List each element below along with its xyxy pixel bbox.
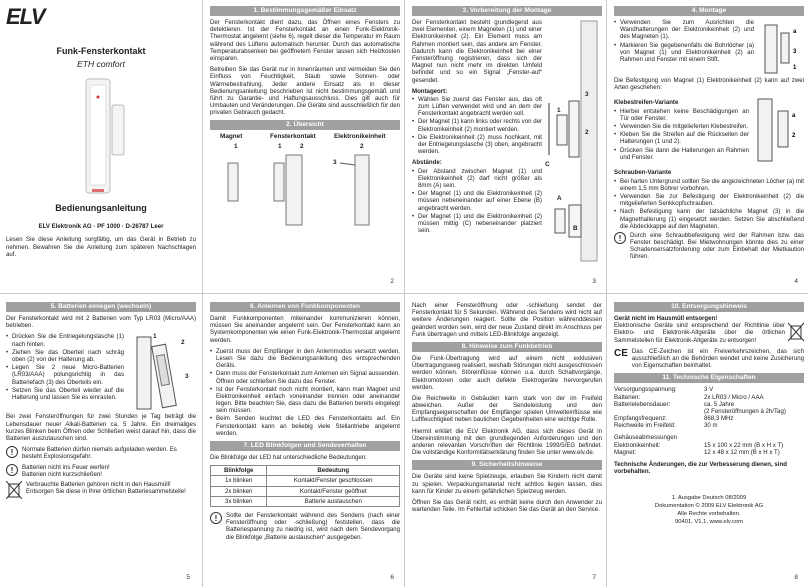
page-2: 1. Bestimmungsgemäßer Einsatz Der Fensterkontakt dient dazu, das Öffnen eines Fensters zu detektieren. Ist der Fensterkontakt an einen Funk-Elektronik-Thermostat angelernt (siehe 6), regelt dieser die Temperatur im Raum während des Lüftens automatisch herunter. Durch das automatische Temperaturabsenken bei geöffnetem Fenster lassen sich Heizkosten einsparen. Betreiben Sie das Gerät nur in Innenräumen und vermeiden Sie den Einfluss von Feuchtigkeit, Staub sowie Sonnen- oder Wärmebestrahlung. Jeder andere Einsatz als in dieser Bedienungsanleitung beschrieben ist nicht bestimmungsgemäß und führt zu Garantie- und Haftungsausschluss. Dies gilt auch für Umbauten und Veränderungen. Die Geräte sind ausschließlich für den privaten Gebrauch gedacht. 2. Übersicht Magnet Fensterkontakt Elektronikeinheit 1 1 2 2 3 2 xyxy=(210,7,400,286)
elv-logo: ELV xyxy=(6,6,45,29)
overview-figure: Magnet Fensterkontakt Elektronikeinheit 1 1 2 2 3 xyxy=(210,133,400,233)
page-3: 3. Vorbereitung der Montage Der Fensterkontakt besteht grundlegend aus zwei Elementen, einem Magneten (1) und einer Elektronikeinheit (2). Ein Element muss am Rahmen montiert sein, das andere am Fenster. Dadurch kann die Elektronikeinheit bei einer Fensteröffnung registrieren, dass sich der Magnet nun nicht mehr im direkten Umfeld befindet und so ein Signal „Fenster-auf“ gesendet. Montageort: • Wählen Sie zuerst das Fenster aus, das oft zum Lüften verwendet wird und an dem der Fensterkontakt angebracht werden soll. • Der Magnet (1) kann links oder rechts von der Elektronikeinheit (2) montiert werden. • Die Elektronikeinheit (2) muss hochkant, mit der Entriegelungslasche (3) oben, angebracht werden. Abstände: • Der Abstand zwischen Magnet (1) und Elektronikeinheit (2) darf nicht größer als 8mm (A) sein. • Der Magnet (1) und die Elektronikeinheit (2) müssen nebeneinander auf einer Ebene (B) angebracht werden. • Der Magnet (1) und die Elektronikeinheit (2) müssen mittig (C) nebeneinander platziert sein. 3 1 2 C A B 3 xyxy=(412,6,602,286)
section-heading: 4. Montage xyxy=(614,6,804,16)
product-title: Funk-Fensterkontakt xyxy=(56,46,146,56)
battery-figure: 1 2 3 xyxy=(127,333,195,413)
manual-title: Bedienungsanleitung xyxy=(55,202,147,213)
spec-list: Versorgungsspannung: 3 V Batterien: 2x LR03 / Micro / AAA Batterielebensdauer: ca. 5 Jahre (2 Fensteröffnungen à 2h/Tag) Empfangsfrequenz: 868,3 MHz Reichweite im Freifeld: 30 m xyxy=(614,386,786,430)
section-heading: 1. Bestimmungsgemäßer Einsatz xyxy=(210,6,400,16)
fold-line xyxy=(0,293,808,294)
table-row: 3x blinken Batterie austauschen xyxy=(211,496,400,506)
warning-icon: ! xyxy=(614,232,626,244)
page-8: 10. Entsorgungshinweis Gerät nicht im Hausmüll entsorgen! Elektronische Geräte sind entsprechend der Richtlinie über Elektro- und Elektronik-Altgeräte über die örtlichen Sammelstellen für Elektronik-Altgeräte zu entsorgen! CE Das CE-Zeichen ist ein Freiverkehrszeichen, das sich ausschließlich an die Behörden wendet und keine Zusicherung von Eigenschaften beinhaltet. 11. Technische Eigenschaften Versorgungsspannung: 3 V Batterien: 2x LR03 / Micro / AAA Batterielebensdauer: ca. 5 Jahre (2 Fensteröffnungen à 2h/Tag) Empfangsfrequenz: 868,3 MHz Reichweite im Freifeld: 30 m Gehäuseabmessungen Elektronikeinheit: 15 x 100 x 22 mm (B x H x T) Magnet: 12 x 48 x 12 mm (B x H x T) Technische Änderungen, die zur Verbesserung dienen, sind vorbehalten. 1. Ausgabe Deutsch 08/2009 Dokumentation © 2009 ELV Elektronik AG Alle Rechte vorbehalten. 90401, V1.1, www.elv.com 8 xyxy=(614,303,804,582)
page-6: 6. Anlernen von Funkkomponenten Damit Funkkomponenten miteinander kommunizieren können, müssen Sie aneinander angelernt sein. Der Fensterkontakt kann an Systemkomponenten wie einen Funk-Elektronik-Thermostat angelernt werden. • Zuerst muss der Empfänger in den Anlernmodus versetzt werden. Lesen Sie dazu die Bedienungsanleitung des entsprechenden Geräts. • Dann muss der Fensterkontakt zum Anlernen ein Signal aussenden. Öffnen oder schließen Sie dazu das Fenster. • Ist der Fensterkontakt noch nicht montiert, kann man Magnet und Elektronikeinheit einfach voneinander trennen oder aneinander legen. Bitte beachten Sie, dass dazu die Batterien bereits eingelegt sein müssen. • Beim Senden leuchtet die LED des Fensterkontakts auf. Ein Fensterkontakt kann an beliebig viele Stellantriebe angelernt werden. 7. LED Blinkfolgen und Sendeverhalten Die Blinkfolge der LED hat unterschiedliche Bedeutungen: Blinkfolge Bedeutung 1x blinken Kontakt/Fenster geschlossen 2x blinken Kontakt/Fenster geöffnet 3x blinken Batterie austauschen ! Sollte der Fensterkontakt während des Sendens (nach einer Fensteröffnung oder -schließung) feststellen, dass die Batteriespannung zu niedrig ist, wird nach dem Sendevorgang die Blinkfolge „Batterie austauschen“ ausgegeben. 6 xyxy=(210,302,400,582)
section-heading: 8. Hinweise zum Funkbetrieb xyxy=(412,342,602,352)
section-heading: 5. Batterien einlegen (wechseln) xyxy=(6,302,196,312)
page-7: Nach einer Fensteröffnung oder -schließung sendet der Fensterkontakt für 5 Sekunden. Während des Sendens wird nicht auf weitere Änderungen reagiert. Sollte die Position währenddessen geändert worden sein, wird der neue Zustand direkt im Anschluss per Funk übertragen und mittels LED-Blinkfolge angezeigt. 8. Hinweise zum Funkbetrieb Die Funk-Übertragung wird auf einem nicht exklusiven Übertragungsweg realisiert, weshalb Störungen nicht ausgeschlossen werden können. Störeinflüsse können u.a. durch Schaltvorgänge, Elektromotoren oder auch defekte Elektrogeräte hervorgerufen werden. Die Reichweite in Gebäuden kann stark von der im Freifeld abweichen. Außer der Sendeleistung und den Empfangseigenschaften der Empfänger spielen Umwelteinflüsse wie Luftfeuchtigkeit neben baulichen Gegebenheiten eine wichtige Rolle. Hiermit erklärt die ELV Elektronik AG, dass sich dieses Gerät in Übereinstimmung mit den grundlegenden Anforderungen und den anderen relevanten Vorschriften der Richtlinie 1999/5/EG befindet. Die vollständige Konformitätserklärung finden Sie unter www.elv.de. 9. Sicherheitshinweise Die Geräte sind keine Spielzeuge, erlauben Sie Kindern nicht damit zu spielen. Verpackungsmaterial nicht achtlos liegen lassen, dies kann für Kinder zu einem gefährlichen Spielzeug werden. Öffnen Sie das Gerät nicht, es enthält keine durch den Anwender zu wartenden Teile. Im Fehlerfall schicken Sie das Gerät an den Service. 7 xyxy=(412,302,602,582)
imprint: 1. Ausgabe Deutsch 08/2009 Dokumentation © 2009 ELV Elektronik AG Alle Rechte vorbehalten. 90401, V1.1, www.elv.com xyxy=(654,495,764,525)
svg-text:a: a xyxy=(792,113,796,120)
label-magnet: Magnet xyxy=(220,133,243,141)
paragraph: Der Fensterkontakt dient dazu, das Öffnen eines Fensters zu detektieren. Ist der Fensterkontakt an einen Funk-Elektronik-Thermostat angelernt (siehe 6), regelt dieser die Temperatur im Raum während des Lüftens automatisch herunter. Durch das automatische Temperaturabsenken bei geöffnetem Fenster lassen sich Heizkosten einsparen. xyxy=(210,19,400,62)
page-5: 5. Batterien einlegen (wechseln) Der Fensterkontakt wird mit 2 Batterien vom Typ LR03 (Micro/AAA) betrieben. • Drücken Sie die Entriegelungslasche (1) nach hinten. • Ziehen Sie das Oberteil nach schräg oben (2) von der Halterung ab. • Legen Sie 2 neue Micro-Batterien (LR03/AAA) polungsrichtig in das Batteriefach (3) des Oberteils ein. • Setzen Sie das Oberteil wieder auf die Halterung und lassen Sie es einrasten. 1 2 3 Bei zwei Fensteröffnungen für zwei Stunden je Tag beträgt die Lebensdauer neuer Alkali-Batterien ca. 5 Jahre. Ein dreimaliges kurzes Blinken beim Öffnen oder Schließen weist darauf hin, dass die Batterien auszutauschen sind. ! Normale Batterien dürfen niemals aufgeladen werden. Es besteht Explosionsgefahr. ! Batterien nicht ins Feuer werfen! Batterien nicht kurzschließen! Verbrauchte Batterien gehören nicht in den Hausmüll! Entsorgen Sie diese in Ihrer örtlichen Batteriesammelstelle! 5 xyxy=(6,302,196,582)
table-row: 1x blinken Kontakt/Fenster geschlossen xyxy=(211,476,400,486)
section-heading: 11. Technische Eigenschaften xyxy=(614,373,804,383)
product-subtitle: ETH comfort xyxy=(77,58,125,69)
paragraph: Der Fensterkontakt besteht grundlegend aus zwei Elementen, einem Magneten (1) und einer Elektronikeinheit (2). Ein Element muss am Rahmen montiert sein, das andere am Fenster. Dadurch kann die Elektronikeinheit bei einer Fensteröffnung registrieren, dass sich der Magnet nun nicht mehr im direkten Umfeld befindet und so ein Signal „Fenster-auf“ gesendet. xyxy=(412,19,542,84)
mounting-detail-figure xyxy=(757,19,802,77)
warning-icon: ! xyxy=(6,446,18,458)
company-address: ELV Elektronik AG · PF 1000 · D-26787 Leer xyxy=(38,223,164,231)
svg-text:2: 2 xyxy=(792,133,796,140)
section-heading: 6. Anlernen von Funkkomponenten xyxy=(210,302,400,312)
intro-text: Lesen Sie diese Anleitung sorgfältig, um das Gerät in Betrieb zu nehmen. Bewahren Sie die Anleitung zum späteren Nachschlagen auf. xyxy=(6,236,196,258)
section-heading: 7. LED Blinkfolgen und Sendeverhalten xyxy=(210,441,400,451)
svg-text:3: 3 xyxy=(793,49,797,55)
bin-icon xyxy=(6,481,22,499)
device-illustration xyxy=(6,77,196,195)
weee-bin-icon xyxy=(788,322,804,348)
page-1-cover xyxy=(6,6,196,286)
label-window-contact: Fensterkontakt xyxy=(270,133,316,141)
svg-text:a: a xyxy=(793,29,797,35)
svg-text:1: 1 xyxy=(793,65,797,71)
table-row: 2x blinken Kontakt/Fenster geöffnet xyxy=(211,486,400,496)
warning-icon: ! xyxy=(210,512,222,524)
page-4: 4. Montage • Verwenden Sie zum Ausrichten die Wandhalterungen der Elektronikeinheit (2) und des Magneten (1). • Markieren Sie gegebenenfalls die Bohrlöcher (a) von Magnet (1) und Elektronikeinheit (2) an Rahmen und Fenster mit einem Stift. a 3 1 Die Befestigung von Magnet (1) Elektronikeinheit (2) kann auf zwei Arten geschehen: Klebestreifen-Variante • Hierbei entstehen keine Beschädigungen an Tür oder Fenster. • Verwenden Sie die mitgelieferten Klebestreifen. • Kleben Sie die Streifen auf die Rückseiten der Halterungen (1 und 2). • Drücken Sie dann die Halterungen an Rahmen und Fenster. a 2 Schrauben-Variante • Bei harten Untergrund sollten Sie die angezeichneten Löcher (a) mit einem 1,5 mm Bohrer vorbohren. • Verwenden Sie zur Befestigung der Elektronikeinheit (2) die mitgelieferten Senkkopfschrauben. • Nach Befestigung kann der tatsächliche Magnet (3) in die Magnethalterung (1) eingesetzt werden. Setzen Sie abschließend die Abdeckkappe auf den Magneten. ! Durch eine Schraubbefestigung wird der Rahmen bzw. das Fenster beschädigt. Bei Mietwohnungen könnte dies zu einer Schadensersatzforderung oder zum Einbehalt der Mietkaution führen. 4 xyxy=(614,6,804,286)
label-electronic-unit: Elektronikeinheit xyxy=(334,133,386,141)
section-heading: 2. Übersicht xyxy=(210,120,400,130)
section-heading: 9. Sicherheitshinweise xyxy=(412,460,602,470)
ce-mark-icon: CE xyxy=(614,347,628,359)
mounting-figure: 3 1 2 C A B xyxy=(545,19,602,269)
adhesive-figure xyxy=(752,95,802,165)
paragraph: Betreiben Sie das Gerät nur in Innenräumen und vermeiden Sie den Einfluss von Feuchtigkeit, Staub sowie Sonnen- oder Wärmebestrahlung. Jeder andere Einsatz als in dieser Bedienungsanleitung beschrieben ist nicht bestimmungsgemäß und führt zu Garantie- und Haftungsausschluss. Dies gilt auch für Umbauten und Veränderungen. Die Geräte sind ausschließlich für den privaten Gebrauch gedacht. xyxy=(210,66,400,117)
section-heading: 10. Entsorgungshinweis xyxy=(614,302,804,312)
led-table: Blinkfolge Bedeutung 1x blinken Kontakt/Fenster geschlossen 2x blinken Kontakt/Fenster geöffnet 3x blinken Batterie austauschen xyxy=(210,465,400,507)
section-heading: 3. Vorbereitung der Montage xyxy=(412,6,602,16)
warning-icon: ! xyxy=(6,464,18,476)
